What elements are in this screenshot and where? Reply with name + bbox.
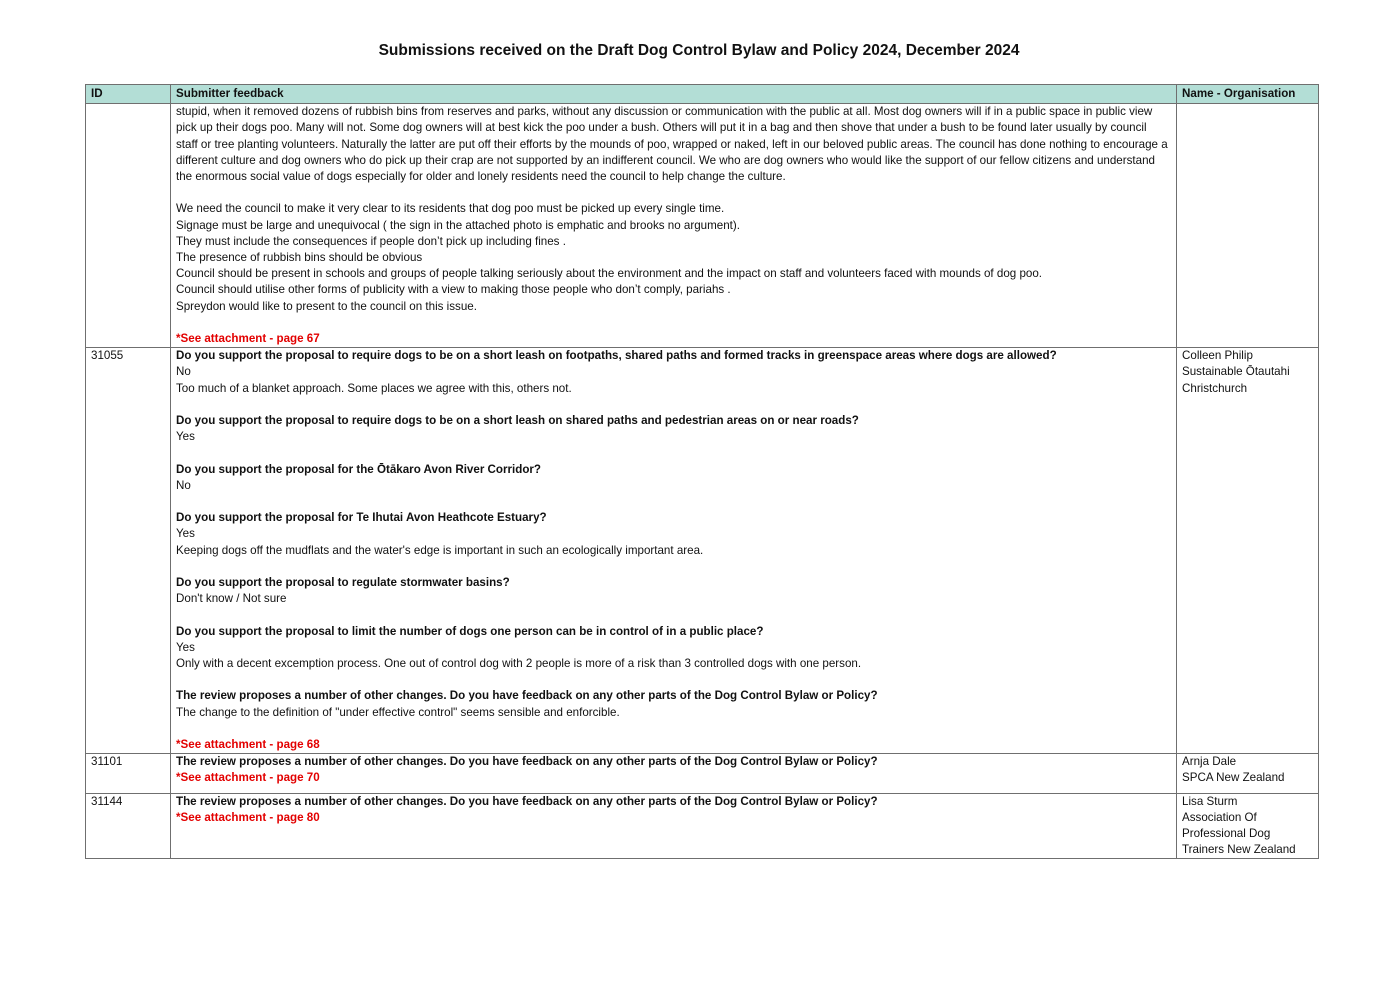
- feedback-line: Spreydon would like to present to the council on this issue.: [176, 299, 477, 313]
- submitter-name: [1177, 348, 1319, 754]
- submitter-feedback: [171, 754, 1177, 793]
- table-row: [86, 104, 1319, 348]
- submitter-name-line: Colleen Philip: [1182, 349, 1253, 363]
- survey-answer: Yes: [176, 430, 195, 444]
- survey-answer: No: [176, 478, 191, 492]
- page-title: Submissions received on the Draft Dog Control Bylaw and Policy 2024, December 2024: [378, 42, 1020, 59]
- survey-comment: Too much of a blanket approach. Some places we agree with this, others not.: [176, 381, 572, 395]
- survey-question: Do you support the proposal to limit the number of dogs one person can be in control of in a public place?: [176, 624, 764, 638]
- submission-id: 31144: [86, 793, 171, 859]
- feedback-line: Council should utilise other forms of publicity with a view to making those people who don’t comply, pariahs .: [176, 283, 731, 297]
- submitter-feedback: [171, 104, 1177, 348]
- survey-question: Do you support the proposal to require dogs to be on a short leash on footpaths, shared paths and formed tracks in greenspace areas where dogs are allowed?: [176, 349, 1057, 363]
- column-header-id: ID: [86, 85, 171, 104]
- feedback-line: The presence of rubbish bins should be obvious: [176, 251, 423, 265]
- attachment-reference: *See attachment - page 70: [176, 771, 320, 785]
- survey-answer: The change to the definition of "under effective control" seems sensible and enforcible.: [176, 705, 620, 719]
- survey-answer: Don't know / Not sure: [176, 592, 287, 606]
- survey-question: Do you support the proposal to regulate stormwater basins?: [176, 576, 510, 589]
- feedback-line: Signage must be large and unequivocal ( the sign in the attached photo is emphatic and brooks no argument).: [176, 218, 740, 232]
- submitter-feedback: [171, 348, 1177, 754]
- submitter-organisation-line: SPCA New Zealand: [1182, 771, 1285, 785]
- survey-question: The review proposes a number of other changes. Do you have feedback on any other parts of the Dog Control Bylaw or Policy?: [176, 755, 878, 769]
- table-row: [86, 348, 1319, 754]
- submission-id: 31101: [86, 754, 171, 793]
- survey-comment: Only with a decent excemption process. One out of control dog with 2 people is more of a risk than 3 controlled dogs with one person.: [176, 657, 862, 670]
- submitter-feedback: [171, 793, 1177, 859]
- survey-question: The review proposes a number of other changes. Do you have feedback on any other parts of the Dog Control Bylaw or Policy?: [176, 794, 878, 808]
- table-row: [86, 793, 1319, 859]
- survey-answer: No: [176, 365, 191, 379]
- survey-question: Do you support the proposal for Te Ihutai Avon Heathcote Estuary?: [176, 511, 547, 525]
- feedback-line: Council should be present in schools and groups of people talking seriously about the environment and the impact on staff and volunteers faced with mounds of dog poo.: [176, 267, 1043, 281]
- submitter-name-line: Lisa Sturm: [1182, 794, 1238, 808]
- feedback-line: We need the council to make it very clear to its residents that dog poo must be picked up every single time.: [176, 202, 725, 216]
- submitter-organisation-line: Trainers New Zealand: [1182, 843, 1296, 857]
- survey-comment: Keeping dogs off the mudflats and the water's edge is important in such an ecologically important area.: [176, 543, 704, 557]
- submission-id: 31055: [86, 348, 171, 754]
- survey-question: Do you support the proposal to require dogs to be on a short leash on shared paths and pedestrian areas on or near roads?: [176, 414, 859, 428]
- submitter-organisation-line: Association Of: [1182, 810, 1257, 824]
- table-row: [86, 754, 1319, 793]
- survey-answer: Yes: [176, 527, 195, 541]
- attachment-reference: *See attachment - page 68: [176, 737, 320, 751]
- feedback-paragraph: stupid, when it removed dozens of rubbish bins from reserves and parks, without any discussion or communication with the public at all. Most dog owners will if in a public space in public view pick up their dogs poo. Many will not. Some dog owners will at best kick the poo under a bush. Others will put it in a bag and then shove that under a bush to be found later usually by council staff or tree planting volunteers. Naturally the latter are put off their efforts by the mounds of poo, wrapped or naked, left in our beloved public areas. The council has done nothing to encourage a different culture and dog owners who do pick up their crap are not supported by an indifferent council. We who are dog owners who would like the support of our fellow citizens and understand the enormous social value of dogs especially for older and lonely residents need the council to help change the culture.: [176, 105, 1168, 184]
- submitter-organisation-line: Sustainable Ōtautahi: [1182, 365, 1290, 379]
- survey-answer: Yes: [176, 640, 195, 654]
- feedback-line: They must include the consequences if people don’t pick up including fines .: [176, 234, 566, 248]
- submitter-name: [1177, 754, 1319, 793]
- submitter-organisation-line: Professional Dog: [1182, 827, 1271, 840]
- survey-question: Do you support the proposal for the Ōtākaro Avon River Corridor?: [176, 462, 542, 476]
- attachment-reference: *See attachment - page 67: [176, 332, 320, 346]
- table-header-row: [86, 85, 1319, 104]
- attachment-reference: *See attachment - page 80: [176, 810, 320, 824]
- column-header-feedback: Submitter feedback: [171, 85, 1177, 104]
- submissions-table: [85, 84, 1319, 859]
- submitter-name: [1177, 793, 1319, 859]
- survey-question: The review proposes a number of other changes. Do you have feedback on any other parts of the Dog Control Bylaw or Policy?: [176, 689, 878, 703]
- submission-id: [86, 104, 171, 348]
- column-header-name: Name - Organisation: [1177, 85, 1319, 104]
- submitter-name: [1177, 104, 1319, 348]
- submitter-organisation-line: Christchurch: [1182, 381, 1248, 395]
- submitter-name-line: Arnja Dale: [1182, 755, 1237, 769]
